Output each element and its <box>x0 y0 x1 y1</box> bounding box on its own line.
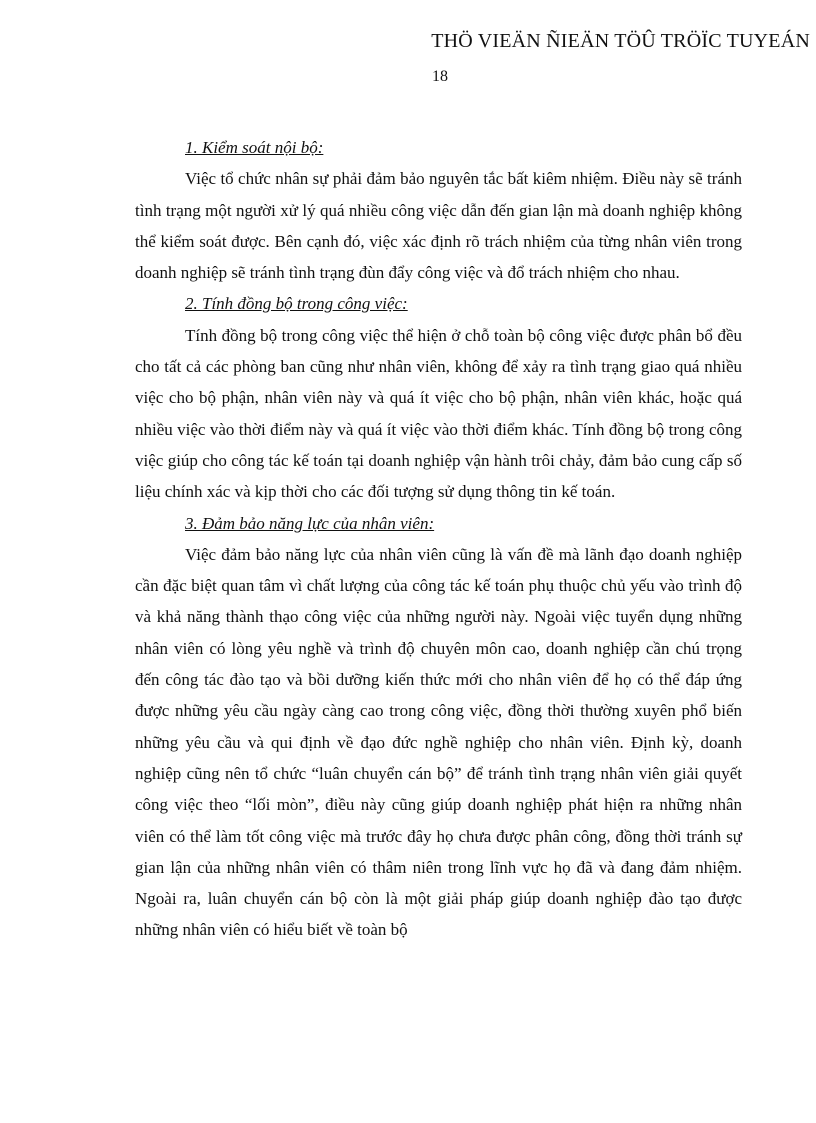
header-title: THÖ VIEÄN ÑIEÄN TÖÛ TRÖÏC TUYEÁN <box>431 30 810 52</box>
section-paragraph-staff-competence: Việc đảm bảo năng lực của nhân viên cũng là vấn đề mà lãnh đạo doanh nghiệp cần đặc biệt quan tâm vì chất lượng của công tác kế toán phụ thuộc chủ yếu vào trình độ và khả năng thành thạo công việc của những người này. Ngoài việc tuyển dụng những nhân viên có lòng yêu nghề và trình độ chuyên môn cao, doanh nghiệp cần chú trọng đến công tác đào tạo và bồi dưỡng kiến thức mới cho nhân viên để họ có thể đáp ứng được những yêu cầu ngày càng cao trong công việc, đồng thời thường xuyên phổ biến những yêu cầu và qui định về đạo đức nghề nghiệp cho nhân viên. Định kỳ, doanh nghiệp cũng nên tổ chức “luân chuyển cán bộ” để tránh tình trạng nhân viên giải quyết công việc theo “lối mòn”, điều này cũng giúp doanh nghiệp phát hiện ra những nhân viên có thể làm tốt công việc mà trước đây họ chưa được phân công, đồng thời tránh sự gian lận của những nhân viên có thâm niên trong lĩnh vực họ đã và đang đảm nhiệm. Ngoài ra, luân chuyển cán bộ còn là một giải pháp giúp doanh nghiệp đào tạo được những nhân viên có hiểu biết về toàn bộ <box>135 544 742 940</box>
section-heading-work-synchronization: 2. Tính đồng bộ trong công việc: <box>185 294 408 314</box>
section-heading-internal-control: 1. Kiểm soát nội bộ: <box>185 138 324 157</box>
document-body <box>135 132 742 946</box>
section-paragraph-work-synchronization: Tính đồng bộ trong công việc thể hiện ở chỗ toàn bộ công việc được phân bổ đều cho tất cả các phòng ban cũng như nhân viên, không để xảy ra tình trạng giao quá nhiều việc cho bộ phận, nhân viên này và quá ít việc cho bộ phận, nhân viên khác, hoặc quá nhiều việc vào thời điểm này và quá ít việc vào thời điểm khác. Tính đồng bộ trong công việc giúp cho công tác kế toán tại doanh nghiệp vận hành trôi chảy, đảm bảo cung cấp số liệu chính xác và kịp thời cho các đối tượng sử dụng thông tin kế toán. <box>135 325 742 502</box>
section-heading-staff-competence: 3. Đảm bảo năng lực của nhân viên: <box>185 513 435 533</box>
section-paragraph-internal-control: Việc tổ chức nhân sự phải đảm bảo nguyên tắc bất kiêm nhiệm. Điều này sẽ tránh tình trạng một người xử lý quá nhiều công việc dẫn đến gian lận mà doanh nghiệp không thể kiểm soát được. Bên cạnh đó, việc xác định rõ trách nhiệm của từng nhân viên trong doanh nghiệp sẽ tránh tình trạng đùn đẩy công việc và đổ trách nhiệm cho nhau. <box>135 169 742 283</box>
page-number: 18 <box>432 68 448 85</box>
